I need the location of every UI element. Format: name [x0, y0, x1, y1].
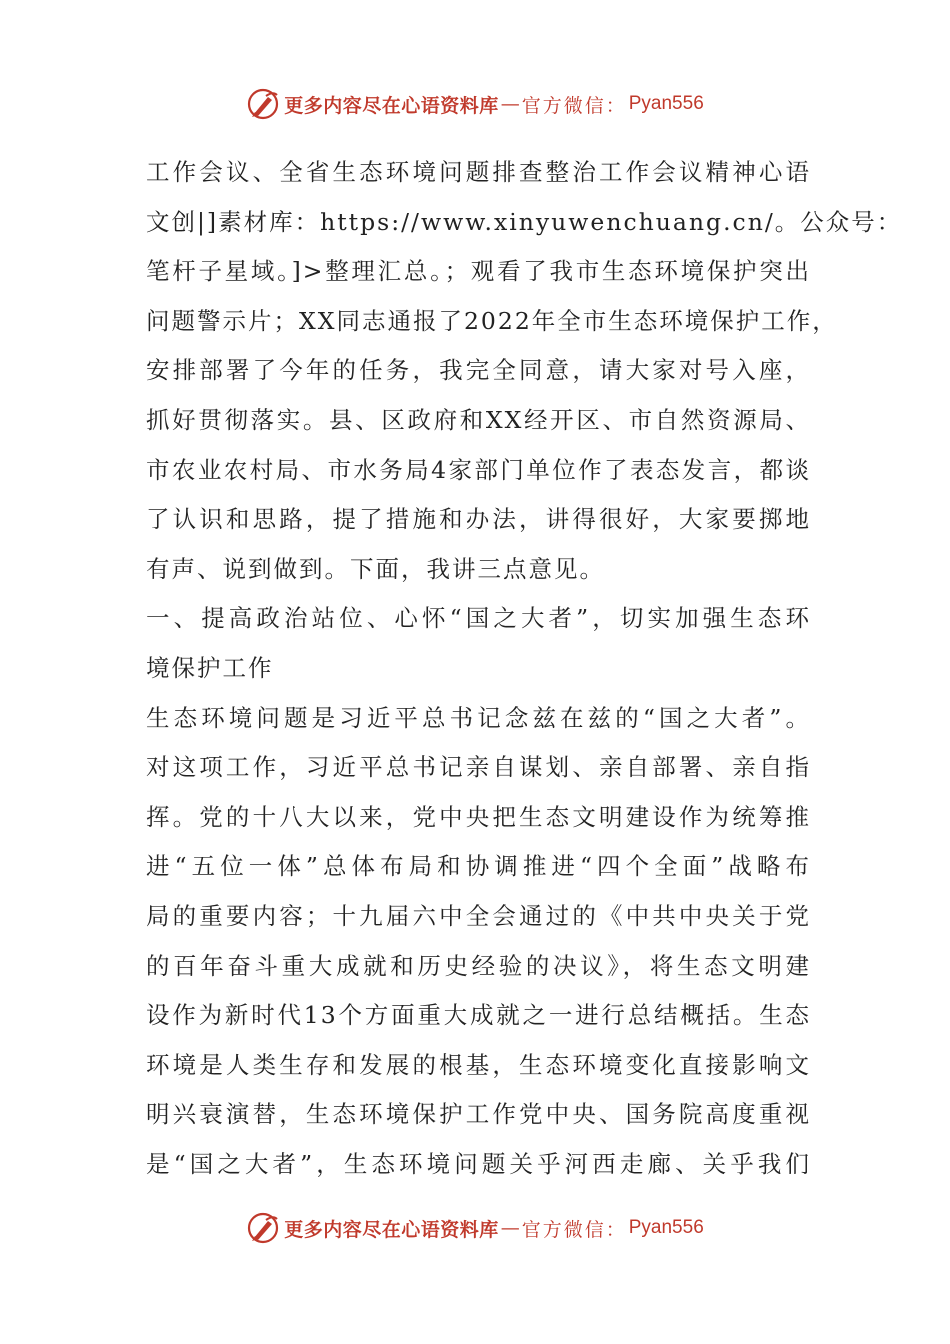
- section-heading-line: 境保护工作: [146, 653, 274, 682]
- watermark-brand: 更多内容尽在心语资料库: [284, 94, 499, 117]
- document-body: [146, 148, 903, 1189]
- body-line: 设作为新时代13个方面重大成就之一进行总结概括。生态: [146, 1001, 811, 1030]
- body-line: 明兴衰演替，生态环境保护工作党中央、国务院高度重视: [146, 1100, 811, 1129]
- watermark-header: [0, 84, 950, 124]
- watermark-wechat-label: 官方微信：: [521, 94, 627, 117]
- watermark-wechat-id: Pyan556: [628, 93, 704, 114]
- body-line: 抓好贯彻落实。县、区政府和XX经开区、市自然资源局、: [146, 405, 811, 434]
- body-line: 局的重要内容；十九届六中全会通过的《中共中央关于党: [146, 901, 811, 930]
- body-line: 安排部署了今年的任务，我完全同意，请大家对号入座，: [146, 356, 811, 385]
- body-line: 了认识和思路，提了措施和办法，讲得很好，大家要掷地: [146, 505, 811, 534]
- watermark-wechat-label: 官方微信：: [521, 1218, 627, 1241]
- watermark-wechat-id: Pyan556: [628, 1217, 704, 1238]
- body-line: 环境是人类生存和发展的根基，生态环境变化直接影响文: [146, 1050, 811, 1079]
- body-line: 是“国之大者”，生态环境问题关乎河西走廊、关乎我们: [146, 1149, 811, 1178]
- watermark-separator: —: [500, 93, 520, 115]
- section-heading-line: 一、提高政治站位、心怀“国之大者”，切实加强生态环: [146, 604, 811, 633]
- body-line: 文创|]素材库：https://www.xinyuwenchuang.cn/。公众号：: [146, 207, 903, 236]
- body-line: 挥。党的十八大以来，党中央把生态文明建设作为统筹推: [146, 802, 811, 831]
- pen-logo-icon: [246, 87, 280, 121]
- body-line: 有声、说到做到。下面，我讲三点意见。: [146, 554, 605, 583]
- body-line: 生态环境问题是习近平总书记念兹在兹的“国之大者”。: [146, 703, 811, 732]
- body-line: 进“五位一体”总体布局和协调推进“四个全面”战略布: [146, 852, 811, 881]
- watermark-separator: —: [500, 1217, 520, 1239]
- body-line: 工作会议、全省生态环境问题排查整治工作会议精神心语: [146, 158, 811, 186]
- pen-logo-icon: [246, 1211, 280, 1245]
- body-line: 对这项工作，习近平总书记亲自谋划、亲自部署、亲自指: [146, 753, 811, 782]
- body-line: 的百年奋斗重大成就和历史经验的决议》，将生态文明建: [146, 951, 811, 980]
- watermark-footer: [0, 1208, 950, 1248]
- body-line: 笔杆子星域。]>整理汇总。；观看了我市生态环境保护突出: [146, 257, 811, 286]
- watermark-brand: 更多内容尽在心语资料库: [284, 1218, 499, 1241]
- body-line: 市农业农村局、市水务局4家部门单位作了表态发言，都谈: [146, 455, 811, 484]
- body-line: 问题警示片；XX同志通报了2022年全市生态环境保护工作，: [146, 306, 838, 335]
